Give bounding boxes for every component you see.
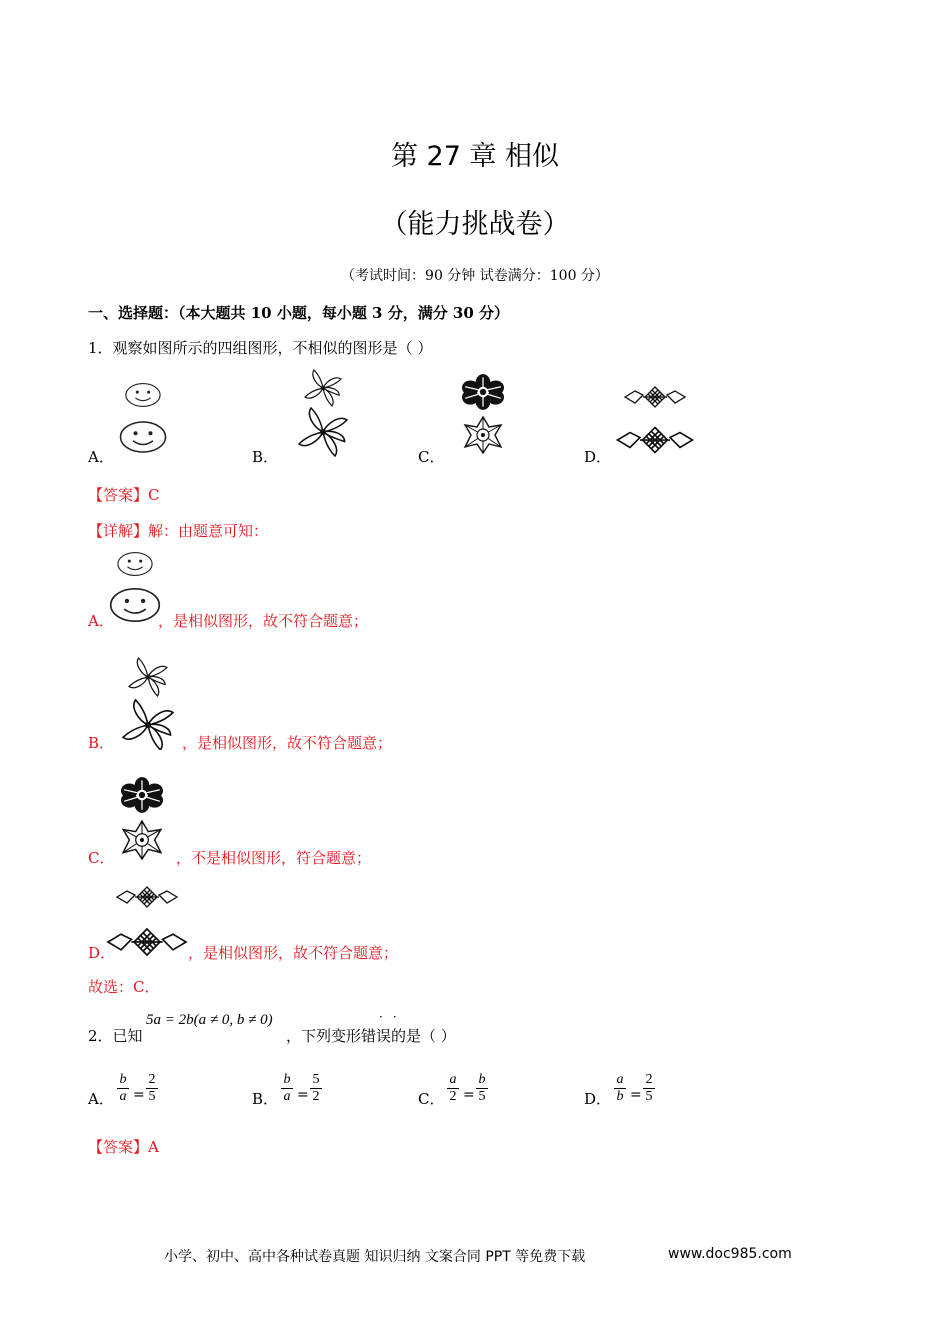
q2-option-a-lhs: b a xyxy=(117,1072,129,1105)
q2-option-a-rhs: 2 5 xyxy=(146,1072,158,1105)
answer-1: 【答案】C xyxy=(88,486,160,504)
page-subtitle: （能力挑战卷） xyxy=(380,209,570,240)
option-a-label[interactable]: A． xyxy=(88,448,114,466)
explain-d-text: ，是相似图形，故不符合题意； xyxy=(188,944,399,962)
explain-c-label: C． xyxy=(88,849,115,867)
question-2-condition: 5a = 2b(a ≠ 0, b ≠ 0) xyxy=(146,1012,273,1028)
explain-c-figure xyxy=(108,772,178,867)
explain-b-label: B． xyxy=(88,734,115,752)
option-b-figure xyxy=(280,368,370,458)
equals-sign: = xyxy=(630,1087,642,1103)
conclusion-1: 故选：C． xyxy=(88,978,160,996)
q2-option-c-rhs: b 5 xyxy=(476,1072,488,1105)
q2-option-b-rhs: 5 2 xyxy=(310,1072,322,1105)
q2-option-d-lhs: a b xyxy=(614,1072,626,1105)
q2-option-b-lhs: b a xyxy=(281,1072,293,1105)
question-2-prefix: 2．已知 xyxy=(88,1027,143,1045)
section-heading: 一、选择题：（本大题共 10 小题，每小题 3 分，满分 30 分） xyxy=(88,304,510,322)
q2-option-a-label[interactable]: A． xyxy=(88,1090,114,1108)
explain-b-figure xyxy=(108,655,188,750)
q2-option-b-label[interactable]: B． xyxy=(252,1090,279,1108)
equals-sign: = xyxy=(463,1087,475,1103)
exam-info: （考试时间：90 分钟 试卷满分：100 分） xyxy=(341,268,609,284)
footer-text: 小学、初中、高中各种试卷真题 知识归纳 文案合同 PPT 等免费下载 xyxy=(164,1249,586,1265)
detail-1: 【详解】解：由题意可知： xyxy=(88,522,269,540)
option-d-label[interactable]: D． xyxy=(584,448,612,466)
explain-c-text: ，不是相似图形，符合题意； xyxy=(176,849,372,867)
answer-2: 【答案】A xyxy=(88,1138,159,1156)
explain-b-text: ，是相似图形，故不符合题意； xyxy=(182,734,393,752)
option-b-label[interactable]: B． xyxy=(252,448,279,466)
q2-option-c-label[interactable]: C． xyxy=(418,1090,445,1108)
q2-option-c-lhs: a 2 xyxy=(447,1072,459,1105)
q2-option-d-label[interactable]: D． xyxy=(584,1090,612,1108)
page-title: 第 27 章 相似 xyxy=(390,141,560,172)
q2-option-d-rhs: 2 5 xyxy=(643,1072,655,1105)
option-c-figure xyxy=(445,370,525,460)
explain-a-label: A． xyxy=(88,612,114,630)
explain-d-label: D． xyxy=(88,944,116,962)
equals-sign: = xyxy=(133,1087,145,1103)
question-1-stem: 1．观察如图所示的四组图形，不相似的图形是（ ） xyxy=(88,339,433,357)
option-c-label[interactable]: C． xyxy=(418,448,445,466)
footer-url[interactable]: www.doc985.com xyxy=(668,1246,792,1262)
explain-a-text: ，是相似图形，故不符合题意； xyxy=(158,612,369,630)
option-d-figure xyxy=(615,380,695,460)
explain-d-figure xyxy=(105,880,190,960)
question-2-suffix: ，下列变形错误的是（ ） xyxy=(286,1027,456,1045)
equals-sign: = xyxy=(297,1087,309,1103)
emphasis-dots: ·· xyxy=(379,1010,407,1024)
option-a-figure xyxy=(110,375,180,460)
